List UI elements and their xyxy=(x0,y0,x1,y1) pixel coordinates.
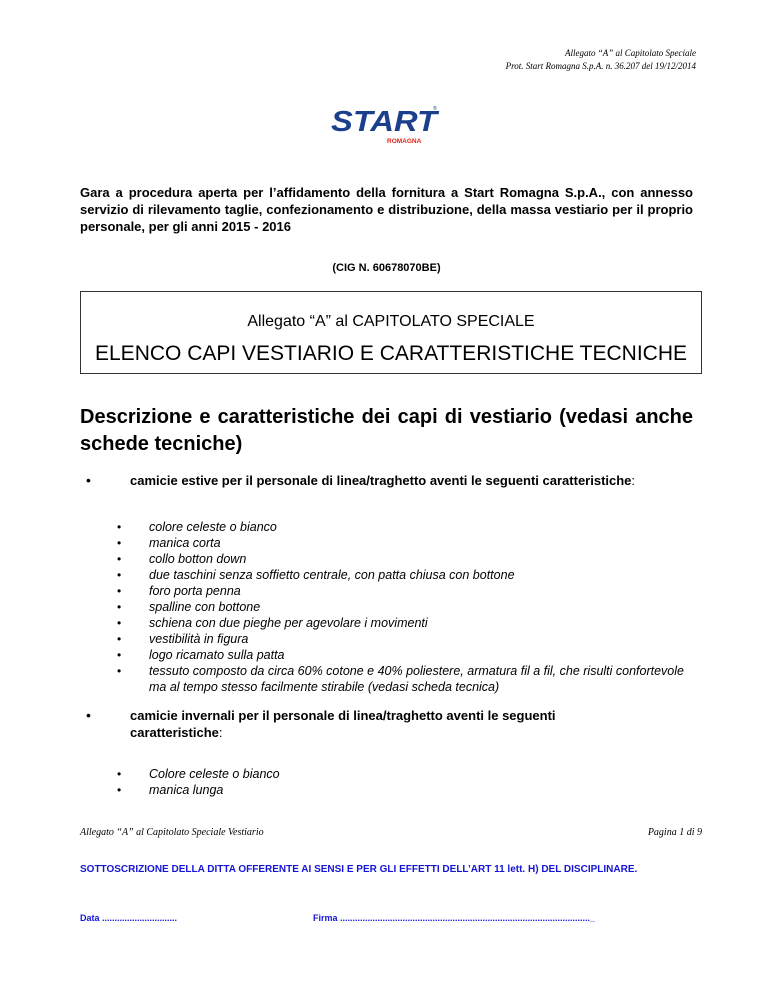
signature-field: Firma ...................................................................................................._ xyxy=(313,913,596,923)
footer-doc-name: Allegato “A” al Capitolato Speciale Vestiario xyxy=(80,827,264,838)
title-line-2: ELENCO CAPI VESTIARIO E CARATTERISTICHE TECNICHE xyxy=(95,342,687,365)
list-item: • due taschini senza soffietto centrale, con patta chiusa con bottone xyxy=(149,567,689,583)
item-title xyxy=(130,472,650,489)
list-item: • colore celeste o bianco xyxy=(149,519,689,535)
feature-list xyxy=(149,519,689,695)
cig-code: (CIG N. 60678070BE) xyxy=(332,262,441,274)
list-item: • logo ricamato sulla patta xyxy=(149,647,689,663)
item-title-text: camicie estive per il personale di linea/traghetto aventi le seguenti caratteristiche xyxy=(130,473,632,488)
item-title-colon: : xyxy=(218,725,223,740)
list-item: • collo botton down xyxy=(149,551,689,567)
header-line-2: Prot. Start Romagna S.p.A. n. 36.207 del 19/12/2014 xyxy=(505,61,696,71)
logo-sub: ROMAGNA xyxy=(387,138,422,145)
signature-note: SOTTOSCRIZIONE DELLA DITTA OFFERENTE AI SENSI E PER GLI EFFETTI DELL’ART 11 lett. H) DEL DISCIPLINARE. xyxy=(80,864,638,875)
list-item: • manica lunga xyxy=(149,782,689,798)
page-header xyxy=(506,47,696,73)
bullet-icon: • xyxy=(86,707,91,723)
list-item: • manica corta xyxy=(149,535,689,551)
page-number: Pagina 1 di 9 xyxy=(647,827,702,838)
list-item: • vestibilità in figura xyxy=(149,631,689,647)
list-item: • Colore celeste o bianco xyxy=(149,766,689,782)
logo-brand: START xyxy=(331,106,440,138)
page-footer xyxy=(80,827,702,838)
bullet-icon: • xyxy=(86,472,91,488)
item-title-text: camicie invernali per il personale di linea/traghetto aventi le seguenti caratteristiche xyxy=(130,708,556,740)
svg-text:®: ® xyxy=(433,106,437,112)
title-box xyxy=(80,291,702,374)
list-item: • spalline con bottone xyxy=(149,599,689,615)
header-line-1: Allegato “A” al Capitolato Speciale xyxy=(565,48,696,58)
tender-intro: Gara a procedura aperta per l’affidamento della fornitura a Start Romagna S.p.A., con annesso servizio di rilevamento taglie, confezionamento e distribuzione, della massa vestiario per il proprio personale, per gli anni 2015 - 2016 xyxy=(80,185,693,234)
title-line-1: Allegato “A” al CAPITOLATO SPECIALE xyxy=(247,313,535,330)
item-title-colon: : xyxy=(631,473,636,488)
list-item: • tessuto composto da circa 60% cotone e 40% poliestere, armatura fil a fil, che risulti confortevole ma al tempo stesso facilmente stirabile (vedasi scheda tecnica) xyxy=(149,663,689,695)
list-item: • schiena con due pieghe per agevolare i movimenti xyxy=(149,615,689,631)
feature-list xyxy=(149,766,689,798)
item-title xyxy=(130,707,650,741)
date-field: Data .............................. xyxy=(80,913,178,923)
section-heading: Descrizione e caratteristiche dei capi di vestiario (vedasi anche schede tecniche) xyxy=(80,406,693,455)
start-romagna-logo xyxy=(317,100,451,148)
list-item: • foro porta penna xyxy=(149,583,689,599)
